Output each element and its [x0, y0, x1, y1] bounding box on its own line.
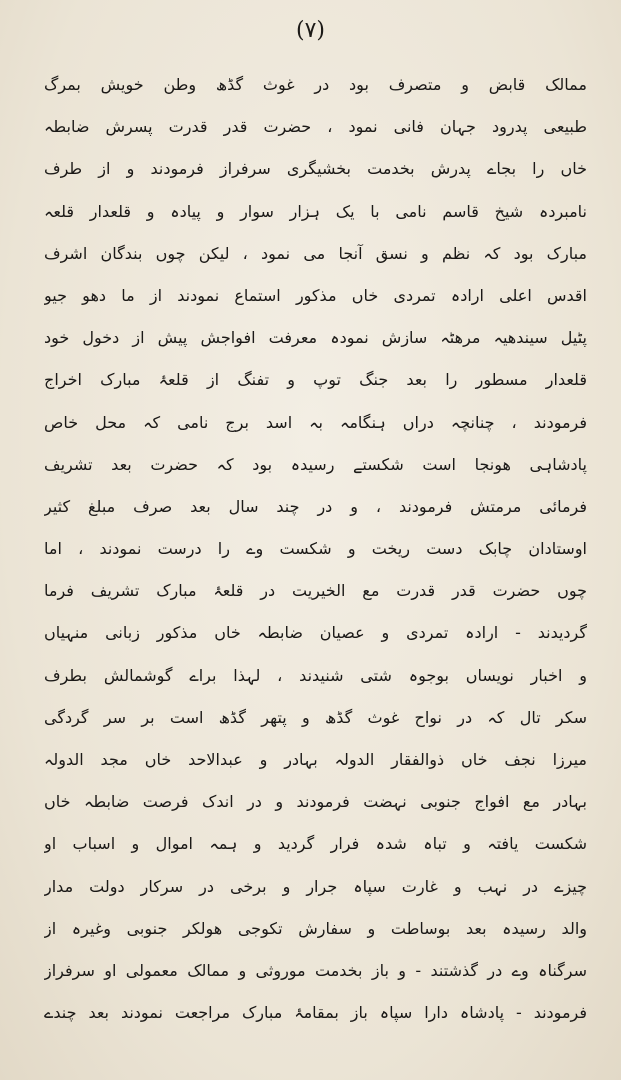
body-text — [44, 64, 587, 1034]
text-line: چیزے در نہب و غارت سپاہ جرار و برخی در سرکار دولت مدار — [44, 876, 587, 896]
text-line: مبارک بود کہ نظم و نسق آنجا می نمود ، لیکن چوں بندگان اشرف — [44, 243, 587, 263]
text-line: میرزا نجف خاں ذوالفقار الدولہ بہادر و عبدالاحد خاں مجد الدولہ — [44, 750, 587, 769]
text-line: فرمائی مرمتش فرمودند ، و در چند سال بعد صرف مبلغ کثیر — [44, 496, 587, 516]
text-line: بہادر مع افواج جنوبی نہضت فرمودند و در اندک فرصت ضابطہ خاں — [44, 792, 587, 812]
text-line: نامبردہ شیخ قاسم نامی با یک ہزار سوار و پیادہ و قلعدار قلعہ — [44, 201, 587, 221]
text-line: شکست یافتہ و تباہ شدہ فرار گردید و ہمہ اموال و اسباب او — [44, 834, 587, 854]
text-line: سکر تال کہ در نواح غوث گڈھ و پتھر گڈھ است بر سر گردگی — [44, 707, 587, 727]
text-line: طبیعی پدرود جہان فانی نمود ، حضرت قدر قدرت پسرش ضابطہ — [44, 117, 587, 137]
text-line: گردیدند - ارادہ تمردی و عصیان ضابطہ خاں مذکور زبانی منہیاں — [44, 623, 587, 643]
text-line: فرمودند ، چنانچہ دراں ہنگامہ بہ اسد برج نامی کہ محل خاص — [44, 412, 587, 432]
text-line: سرگناہ وے در گذشتند - و باز بخدمت موروثی و ممالک معمولی او سرفراز — [44, 960, 587, 980]
text-line: قلعدار مسطور را بعد جنگ توپ و تفنگ از قلعۂ مبارک اخراج — [44, 370, 587, 390]
text-line: ممالک قابض و متصرف بود در غوث گڈھ وطن خویش بمرگ — [44, 75, 587, 94]
text-line: اوستادان چابک دست ریخت و شکست وے را درست نمودند ، اما — [44, 539, 587, 559]
text-line: فرمودند - پادشاہ دارا سپاہ باز بمقامۂ مبارک مراجعت نمودند بعد چندے — [44, 1003, 587, 1023]
text-line: اقدس اعلی ارادہ تمردی خاں مذکور استماع نمودند از ما دھو جیو — [44, 285, 587, 305]
text-line: چوں حضرت قدر قدرت مع الخیریت در قلعۂ مبارک تشریف فرما — [44, 581, 587, 601]
text-line: والد رسیدہ بعد بوساطت و سفارش تکوجی ھولکر جنوبی وغیرہ از — [44, 918, 587, 938]
text-line: پٹیل سیندھیہ مرھٹہ سازش نمودہ معرفت افواجش پیش از دخول خود — [44, 328, 587, 348]
text-line: پادشاہی ھونجا است شکستے رسیدہ بود کہ حضرت بعد تشریف — [44, 454, 587, 474]
text-line: و اخبار نویساں بوجوہ شتی شنیدند ، لہذا براے گوشمالش بطرف — [44, 665, 587, 685]
text-line: خاں را بجاے پدرش بخدمت بخشیگری سرفراز فرمودند و از طرف — [44, 159, 587, 179]
page-number: (۷) — [296, 18, 325, 43]
